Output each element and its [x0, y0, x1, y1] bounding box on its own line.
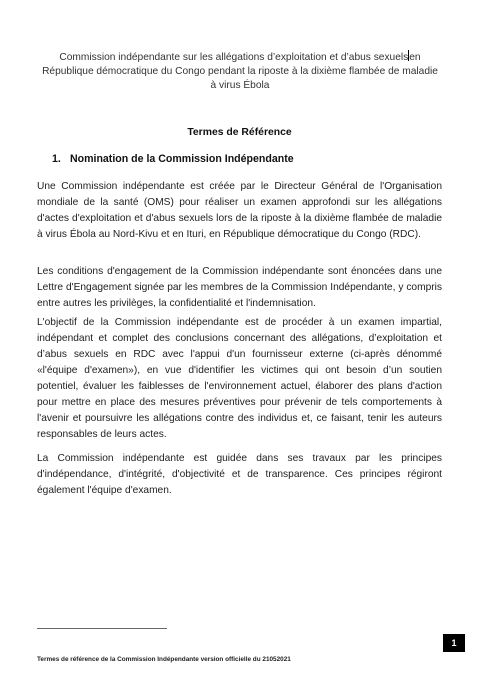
page-number: 1: [443, 634, 465, 652]
header-title-part1: Commission indépendante sur les allégations d’exploitation et d’abus sexuels: [59, 52, 409, 63]
footer-text: Termes de référence de la Commission Indépendante version officielle du 21052021: [37, 656, 291, 663]
footer-separator: [37, 628, 167, 629]
paragraph-2: Les conditions d'engagement de la Commission indépendante sont énoncées dans une Lettre d'Engagement signée par les membres de la Commission Indépendante, y compris entre autres les privilèges, la confidentialité et l'indemnisation.: [37, 266, 442, 309]
document-heading: Termes de Référence: [187, 127, 292, 138]
section-heading: [52, 153, 294, 165]
section-title: Nomination de la Commission Indépendante: [69, 153, 294, 165]
section-number: 1.: [52, 153, 61, 165]
paragraph-1: Une Commission indépendante est créée par le Directeur Général de l'Organisation mondiale de la santé (OMS) pour réaliser un examen approfondi sur les allégations d'actes d'exploitation et d'abus sexuels lors de la riposte à la dixième flambée de maladie à virus Ébola au Nord-Kivu et en Ituri, en République démocratique du Congo (RDC).: [37, 181, 442, 240]
document-header-title: [40, 50, 440, 93]
paragraph-4: La Commission indépendante est guidée dans ses travaux par les principes d'indépendance, d'intégrité, d'objectivité et de transparence. Ces principes régiront également l'équipe d'examen.: [37, 453, 442, 496]
header-title-part2: en République démocratique du Congo pendant la riposte à la dixième flambée de maladie à virus Ébola: [42, 52, 438, 91]
paragraph-3: L'objectif de la Commission indépendante est de procéder à un examen impartial, indépendant et complet des conclusions concernant des allégations, d’exploitation et d’abus sexuels en RDC avec l'appui d'un fournisseur externe (ci-après dénommé «l'équipe d'examen»), en vue d'identifier les victimes qui ont besoin d’un soutien potentiel, évaluer les faiblesses de l'environnement actuel, élaborer des plans d'action pour mettre en place des mesures préventives pour prévenir de tels comportements à l'avenir et poursuivre les allégations contre des individus et, ce faisant, tenir les auteurs responsables de leurs actes.: [37, 317, 442, 440]
